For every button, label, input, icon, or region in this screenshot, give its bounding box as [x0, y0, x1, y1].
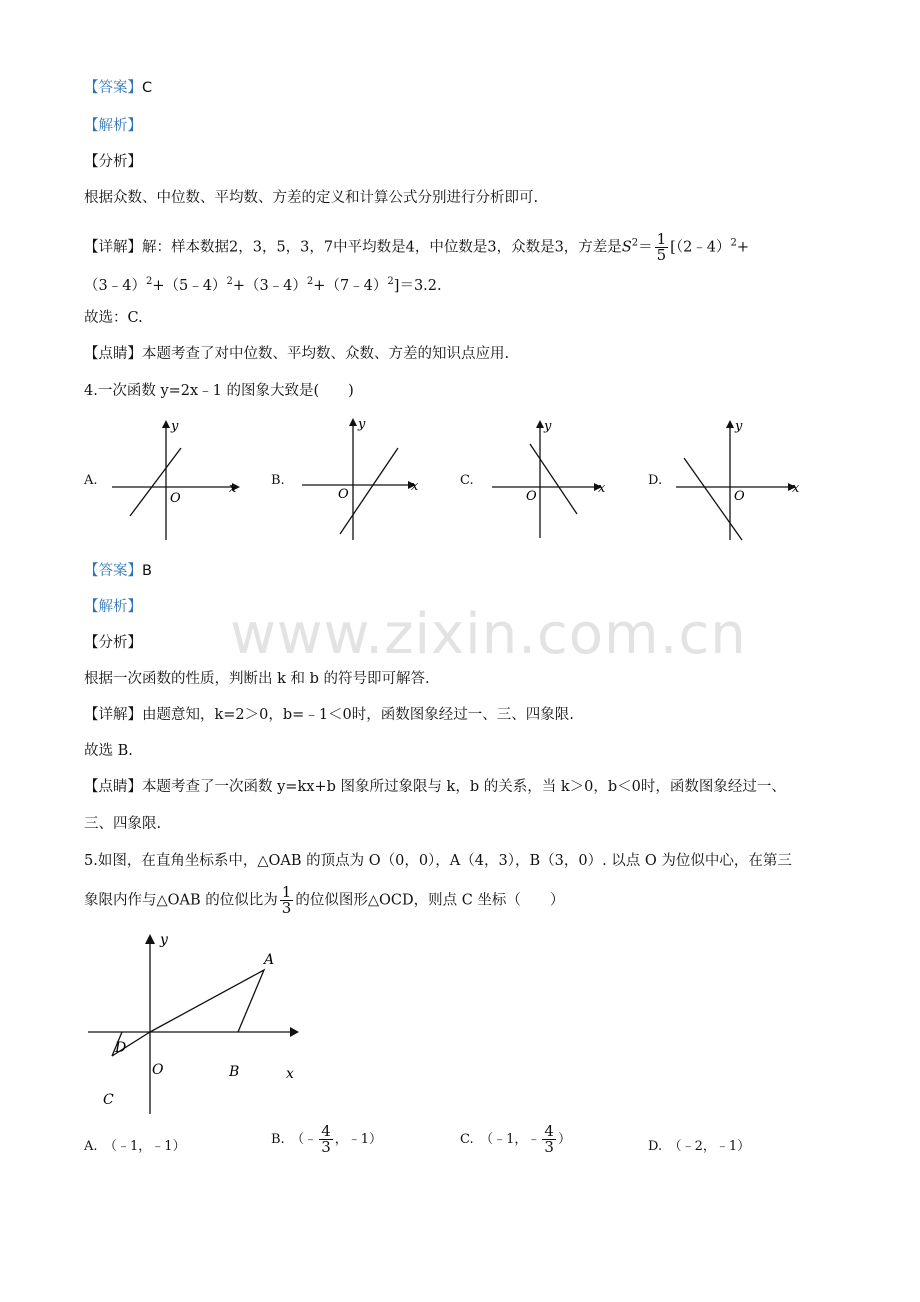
y-label: y [160, 932, 168, 948]
q4-graph-d[interactable] [672, 414, 812, 542]
plus-sign: + [736, 239, 750, 256]
x-label: x [411, 479, 419, 494]
exponent: 2 [226, 276, 233, 287]
analysis-tag: 【解析】 [84, 118, 142, 134]
triangle-oab [150, 970, 264, 1032]
xiangjie-text: 由题意知，k=2＞0，b=﹣1＜0时，函数图象经过一、三、四象限. [142, 707, 574, 723]
point-d-label: D [115, 1040, 127, 1056]
watermark: www.zixin.com.cn [230, 602, 747, 667]
q4-graph-a[interactable] [108, 414, 248, 542]
y-arrow-icon [349, 418, 357, 426]
y-label: y [735, 419, 743, 434]
xiangjie-line-1 [84, 232, 749, 263]
guxuan-q3: 故选：C. [84, 310, 143, 326]
origin-label: O [152, 1062, 164, 1078]
answer-tag: 【答案】 [84, 80, 142, 96]
graph-line [530, 444, 577, 514]
term-2: +（5﹣4） [152, 277, 227, 294]
q5-option-b[interactable] [271, 1124, 382, 1155]
result: ]＝3.2. [393, 277, 442, 294]
answer-value: B [142, 563, 152, 579]
equals-sign: ＝ [638, 239, 653, 256]
fenxi-text: 根据一次函数的性质，判断出 k 和 b 的符号即可解答. [84, 671, 430, 687]
graph-line [340, 448, 398, 534]
q4-graph-c[interactable] [488, 414, 618, 542]
q5-option-d[interactable]: D. （﹣2，﹣1） [648, 1139, 751, 1154]
term-3: +（3﹣4） [232, 277, 307, 294]
fenxi-tag: 【分析】 [84, 154, 142, 170]
exponent: 2 [145, 276, 153, 287]
option-c-pre: C. （﹣1，﹣ [460, 1132, 541, 1147]
frac-denominator: 3 [321, 1138, 331, 1156]
y-arrow-icon [726, 420, 734, 428]
term-1: （3﹣4） [84, 277, 146, 294]
q5-option-c[interactable] [460, 1124, 571, 1155]
frac-numerator: 4 [544, 1122, 554, 1140]
dianjing-tag: 【点睛】 [84, 779, 142, 795]
dianjing-text: 本题考查了一次函数 y=kx+b 图象所过象限与 k，b 的关系，当 k＞0，b＜0时，函数图象经过一、 [142, 779, 786, 795]
frac-denominator: 3 [544, 1138, 554, 1156]
exponent: 2 [730, 237, 737, 249]
fenxi-text: 根据众数、中位数、平均数、方差的定义和计算公式分别进行分析即可. [84, 190, 539, 206]
origin-label: O [170, 491, 181, 506]
origin-label: O [734, 489, 745, 504]
exponent: 2 [306, 276, 314, 287]
y-arrow-icon [162, 420, 170, 428]
answer-tag: 【答案】 [84, 563, 142, 579]
q4-option-d-label: D. [648, 473, 663, 488]
point-b-label: B [229, 1064, 240, 1080]
fraction-one-third [280, 885, 294, 916]
xiangjie-text: 解：样本数据2，3，5，3，7中平均数是4，中位数是3，众数是3，方差是 [142, 239, 622, 256]
x-label: x [792, 481, 800, 496]
y-arrow-icon [145, 934, 155, 944]
x-label: x [286, 1066, 294, 1082]
q5-text-a: 象限内作与△OAB 的位似比为 [84, 892, 278, 909]
point-a-label: A [264, 952, 275, 968]
xiangjie-tag: 【详解】 [84, 239, 142, 256]
xiangjie-tag: 【详解】 [84, 707, 142, 723]
q5-figure[interactable] [84, 924, 314, 1116]
xiangjie-text-b: [（2﹣4） [670, 239, 731, 256]
dianjing-q4-line-2: 三、四象限. [84, 816, 162, 832]
q4-answer-line [84, 561, 152, 581]
term-4: +（7﹣4） [313, 277, 388, 294]
q5-text-b: 的位似图形△OCD，则点 C 坐标（ ） [295, 892, 565, 909]
xiangjie-line-2 [84, 272, 442, 296]
frac-denominator: 5 [656, 246, 667, 264]
origin-label: O [526, 489, 537, 504]
xiangjie-q4 [84, 705, 574, 725]
option-b-post: ，﹣1） [334, 1132, 383, 1147]
answer-value: C [142, 80, 153, 96]
dianjing-text: 本题考查了对中位数、平均数、众数、方差的知识点应用. [142, 346, 510, 362]
q4-option-b-label: B. [271, 473, 285, 488]
y-label: y [171, 419, 179, 434]
origin-label: O [338, 487, 349, 502]
y-label: y [544, 419, 552, 434]
q4-question: 4.一次函数 y=2x﹣1 的图象大致是( ) [84, 383, 354, 399]
point-c-label: C [103, 1092, 114, 1108]
frac-numerator: 1 [281, 883, 292, 901]
fenxi-tag: 【分析】 [84, 635, 142, 651]
x-arrow-icon [290, 1027, 299, 1037]
dianjing-q4-line-1 [84, 777, 786, 797]
y-label: y [358, 417, 366, 432]
frac-numerator: 1 [656, 230, 667, 248]
q4-option-c-label: C. [460, 473, 474, 488]
frac-numerator: 4 [321, 1122, 331, 1140]
q5-question-line-1: 5.如图，在直角坐标系中，△OAB 的顶点为 O（0，0），A（4，3），B（3，0）. 以点 O 为位似中心，在第三 [84, 853, 792, 869]
option-c-post: ） [557, 1132, 571, 1147]
x-label: x [229, 481, 237, 496]
q4-option-a-label: A. [84, 473, 98, 488]
option-c-fraction [542, 1124, 556, 1155]
fraction-one-fifth [655, 232, 669, 263]
y-arrow-icon [536, 420, 544, 428]
x-label: x [598, 481, 606, 496]
guxuan-q4: 故选 B. [84, 743, 133, 759]
option-b-pre: B. （﹣ [271, 1132, 318, 1147]
q5-option-a[interactable]: A. （﹣1，﹣1） [84, 1139, 186, 1154]
q5-question-line-2 [84, 885, 564, 916]
dianjing-q3 [84, 344, 509, 364]
q4-graph-b[interactable] [298, 414, 438, 542]
option-b-fraction [319, 1124, 333, 1155]
exponent: 2 [387, 276, 394, 287]
dianjing-tag: 【点睛】 [84, 346, 142, 362]
frac-denominator: 3 [281, 899, 292, 917]
q3-answer-line [84, 78, 152, 98]
s-exponent: 2 [631, 237, 639, 249]
s-variable: S [621, 239, 632, 256]
analysis-tag: 【解析】 [84, 599, 142, 615]
